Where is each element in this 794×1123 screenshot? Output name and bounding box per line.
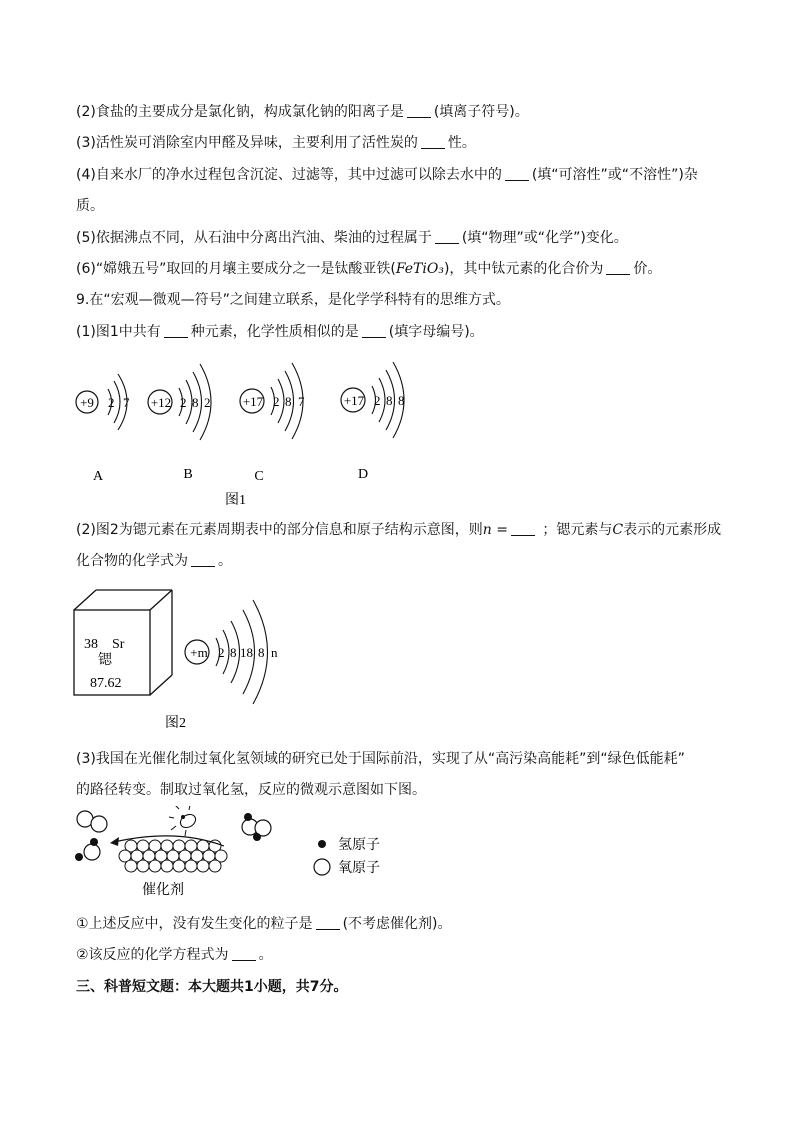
svg-text:8: 8 [398, 393, 405, 408]
question-text: (3)活性炭可消除室内甲醛及异味，主要利用了活性炭的 [76, 135, 418, 151]
question-8-3 [76, 133, 476, 153]
formula: FeTiO₃ [395, 261, 444, 277]
figure-3 [66, 806, 396, 902]
catalyst-label: 催化剂 [142, 883, 184, 898]
question-text: ①上述反应中，没有发生变化的粒子是 [76, 916, 313, 932]
answer-blank [505, 166, 529, 181]
svg-text:D: D [357, 467, 369, 482]
question-8-2 [76, 102, 529, 122]
svg-text:2: 2 [374, 393, 381, 408]
question-8-6 [76, 259, 661, 279]
question-text: (填“可溶性”或“不溶性”)杂 [531, 167, 698, 183]
svg-text:8: 8 [285, 394, 292, 409]
hydrogen-peroxide-molecule [242, 813, 271, 841]
svg-text:8: 8 [386, 393, 393, 408]
question-text: 质。 [76, 198, 104, 214]
question-text: (4)自来水厂的净水过程包含沉淀、过滤等，其中过滤可以除去水中的 [76, 167, 502, 183]
svg-text:2: 2 [180, 395, 187, 410]
svg-text:2: 2 [204, 395, 211, 410]
svg-text:8: 8 [258, 645, 265, 660]
answer-blank [316, 915, 340, 930]
figure-1 [60, 352, 440, 517]
question-8-4-cont [76, 196, 104, 216]
question-9-1 [76, 322, 484, 342]
answer-blank [191, 552, 215, 567]
oxygen-atom-icon [314, 859, 330, 875]
legend-hydrogen: 氢原子 [338, 838, 380, 853]
periodic-table-cell [74, 590, 172, 695]
svg-text:7: 7 [123, 395, 130, 410]
answer-blank [511, 521, 535, 536]
question-text: (6)“嫦娥五号”取回的月壤主要成分之一是钛酸亚铁( [76, 261, 396, 277]
question-9-3-1 [76, 914, 452, 934]
figure-2-caption: 图2 [165, 716, 186, 731]
svg-text:A: A [92, 469, 104, 484]
section-heading [76, 977, 347, 997]
svg-text:2: 2 [273, 394, 280, 409]
question-text: 9.在“宏观—微观—符号”之间建立联系，是化学学科特有的思维方式。 [76, 292, 510, 308]
svg-text:8: 8 [192, 395, 199, 410]
question-text: (不考虑催化剂)。 [342, 916, 452, 932]
section-title: 三、科普短文题：本大题共1小题，共7分。 [76, 979, 348, 995]
question-8-4 [76, 165, 698, 185]
svg-text:C: C [254, 469, 264, 484]
answer-blank [164, 323, 188, 338]
answer-blank [421, 134, 445, 149]
answer-blank [407, 103, 431, 118]
question-9-3-2 [76, 945, 273, 965]
question-9-2 [76, 520, 721, 540]
svg-text:+17: +17 [242, 394, 264, 409]
svg-text:+m: +m [190, 645, 208, 660]
question-text: 表示的元素形成 [623, 522, 722, 538]
light-bulb-icon [169, 806, 198, 836]
question-text: (2)食盐的主要成分是氯化钠，构成氯化钠的阳离子是 [76, 104, 404, 120]
question-text: ；锶元素与 [542, 522, 613, 538]
catalyst-surface [119, 840, 227, 872]
question-text: )，其中钛元素的化合价为 [443, 261, 604, 277]
question-text: (1)图1中共有 [76, 324, 161, 340]
question-text: (填离子符号)。 [433, 104, 529, 120]
svg-text:B: B [183, 467, 193, 482]
question-9-3 [76, 749, 685, 769]
legend [314, 837, 380, 876]
legend-oxygen: 氧原子 [338, 861, 380, 876]
question-text: ②该反应的化学方程式为 [76, 947, 229, 963]
svg-text:8: 8 [230, 645, 237, 660]
answer-blank [232, 946, 256, 961]
question-text: 价。 [633, 261, 662, 277]
question-text: (3)我国在光催化制过氧化氢领域的研究已处于国际前沿，实现了从“高污染高能耗”到“绿色低能耗” [76, 751, 685, 767]
figure-2 [60, 588, 300, 738]
strontium-atom-structure [185, 600, 278, 704]
svg-text:7: 7 [298, 394, 305, 409]
math-variable: n [482, 522, 492, 538]
question-8-5 [76, 228, 628, 248]
atom-B [148, 364, 211, 482]
question-9-2-cont [76, 551, 232, 571]
svg-text:+17: +17 [343, 393, 365, 408]
svg-text:18: 18 [240, 645, 253, 660]
atom-D [341, 362, 405, 482]
svg-text:+9: +9 [80, 395, 94, 410]
math-variable: C [612, 522, 624, 538]
svg-text:Sr: Sr [112, 637, 125, 652]
question-text: (2)图2为锶元素在元素周期表中的部分信息和原子结构示意图，则 [76, 522, 483, 538]
answer-blank [362, 323, 386, 338]
question-text: 化合物的化学式为 [76, 553, 188, 569]
answer-blank [435, 229, 459, 244]
question-text: (填“物理”或“化学”)变化。 [461, 230, 628, 246]
svg-text:锶: 锶 [98, 653, 112, 668]
question-text: (5)依据沸点不同，从石油中分离出汽油、柴油的过程属于 [76, 230, 432, 246]
water-molecule [75, 838, 100, 861]
atom-A [76, 374, 130, 484]
question-9 [76, 290, 510, 310]
hydrogen-atom-icon [318, 840, 326, 848]
svg-text:+12: +12 [150, 395, 172, 410]
question-text: 。 [258, 947, 273, 963]
svg-text:38: 38 [84, 637, 98, 652]
svg-text:2: 2 [218, 645, 225, 660]
figure-1-caption: 图1 [225, 493, 246, 508]
question-text: 。 [218, 553, 232, 569]
svg-text:2: 2 [108, 395, 115, 410]
atom-C [240, 363, 305, 484]
question-text: (填字母编号)。 [388, 324, 484, 340]
svg-text:87.62: 87.62 [90, 676, 122, 691]
question-text: 性。 [447, 135, 476, 151]
question-9-3-cont [76, 780, 426, 800]
oxygen-molecule [77, 811, 107, 832]
question-text: 的路径转变。制取过氧化氢，反应的微观示意图如下图。 [76, 782, 426, 798]
math-operator: = [496, 522, 508, 538]
svg-text:n: n [271, 645, 278, 660]
answer-blank [606, 260, 630, 275]
question-text: 种元素，化学性质相似的是 [190, 324, 359, 340]
